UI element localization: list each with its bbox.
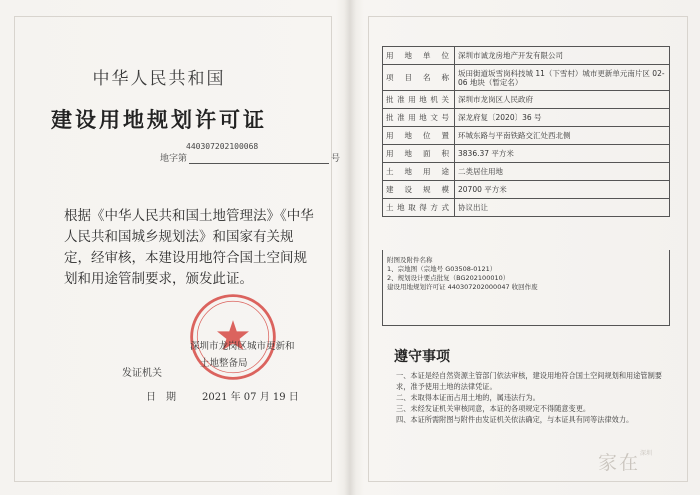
notice-item-1: 一、本证是经自然资源主管部门依法审核，建设用地符合国土空间规划和用途管制要求，准予使用土地的法律凭证。 bbox=[396, 371, 662, 391]
certificate-title: 建设用地规划许可证 bbox=[51, 108, 267, 132]
date-label: 日 期 bbox=[146, 392, 176, 403]
notice-item-2: 二、未取得本证而占用土地的，属违法行为。 bbox=[396, 393, 540, 402]
cert-suffix: 号 bbox=[331, 154, 341, 164]
info-label: 项目名称 bbox=[383, 65, 455, 91]
info-label: 批准用地机关 bbox=[383, 91, 455, 109]
info-label: 用地面积 bbox=[383, 145, 455, 163]
legal-text: 根据《中华人民共和国土地管理法》《中华人民共和国城乡规划法》和国家有关规定，经审核，本建设用地符合国土空间规划和用途管制要求，颁发此证。 bbox=[64, 208, 314, 287]
info-label: 土地用途 bbox=[383, 163, 455, 181]
info-value: 深圳市诚龙房地产开发有限公司 bbox=[455, 47, 670, 65]
issuer-line-2: 土地整备局 bbox=[200, 358, 248, 369]
info-value: 3836.37 平方米 bbox=[455, 145, 670, 163]
info-value: 深圳市龙岗区人民政府 bbox=[455, 91, 670, 109]
info-value: 坂田街道坂雪岗科技城 11（下雪村）城市更新单元南片区 02-06 地块（暂定名） bbox=[455, 65, 670, 91]
info-row bbox=[383, 163, 670, 181]
info-value: 深龙府复〔2020〕36 号 bbox=[455, 109, 670, 127]
info-value: 协议出让 bbox=[455, 199, 670, 217]
cert-number-underline bbox=[189, 156, 329, 164]
attach-item-1: 1、宗地图（宗地号 G03508-0121） bbox=[387, 265, 497, 273]
info-row bbox=[383, 199, 670, 217]
certificate-number-line bbox=[160, 151, 340, 164]
info-value: 环城东路与平南铁路交汇处西北侧 bbox=[455, 127, 670, 145]
page-fold bbox=[344, 0, 356, 495]
info-label: 用地位置 bbox=[383, 127, 455, 145]
info-label: 土地取得方式 bbox=[383, 199, 455, 217]
serial-number: 440307202100068 bbox=[186, 142, 259, 151]
country-name: 中华人民共和国 bbox=[92, 69, 226, 89]
info-row bbox=[383, 181, 670, 199]
info-label: 用地单位 bbox=[383, 47, 455, 65]
cert-prefix: 地字第 bbox=[160, 154, 188, 164]
issuer-line-1: 深圳市龙岗区城市更新和 bbox=[190, 341, 295, 352]
watermark-small: 深圳 bbox=[640, 450, 653, 457]
info-row bbox=[383, 65, 670, 91]
attach-title: 附图及附件名称 bbox=[387, 256, 433, 264]
info-value: 二类居住用地 bbox=[455, 163, 670, 181]
notice-item-3: 三、未经发证机关审核同意，本证的各项规定不得随意变更。 bbox=[396, 404, 591, 413]
info-label: 批准用地文号 bbox=[383, 109, 455, 127]
attachments-box bbox=[382, 250, 670, 326]
attach-item-2: 2、规划设计要点批复（BG202100010） bbox=[387, 274, 510, 282]
info-value: 20700 平方米 bbox=[455, 181, 670, 199]
info-row bbox=[383, 91, 670, 109]
watermark-text: 家在 bbox=[598, 452, 641, 474]
info-label: 建设规模 bbox=[383, 181, 455, 199]
issue-date: 2021 年 07 月 19 日 bbox=[202, 392, 299, 403]
info-row bbox=[383, 47, 670, 65]
info-row bbox=[383, 127, 670, 145]
info-row bbox=[383, 145, 670, 163]
notice-item-4: 四、本证所需附图与附件由发证机关依法确定，与本证具有同等法律效力。 bbox=[396, 415, 634, 424]
info-table bbox=[382, 46, 670, 217]
watermark-logo bbox=[598, 448, 652, 475]
notice-list bbox=[396, 370, 672, 425]
notice-title: 遵守事项 bbox=[394, 349, 450, 365]
issuer-label: 发证机关 bbox=[122, 368, 162, 379]
issuing-authority bbox=[190, 338, 330, 372]
attach-item-3: 建设用地规划许可证 440307202000047 收回作废 bbox=[387, 283, 538, 291]
info-row bbox=[383, 109, 670, 127]
